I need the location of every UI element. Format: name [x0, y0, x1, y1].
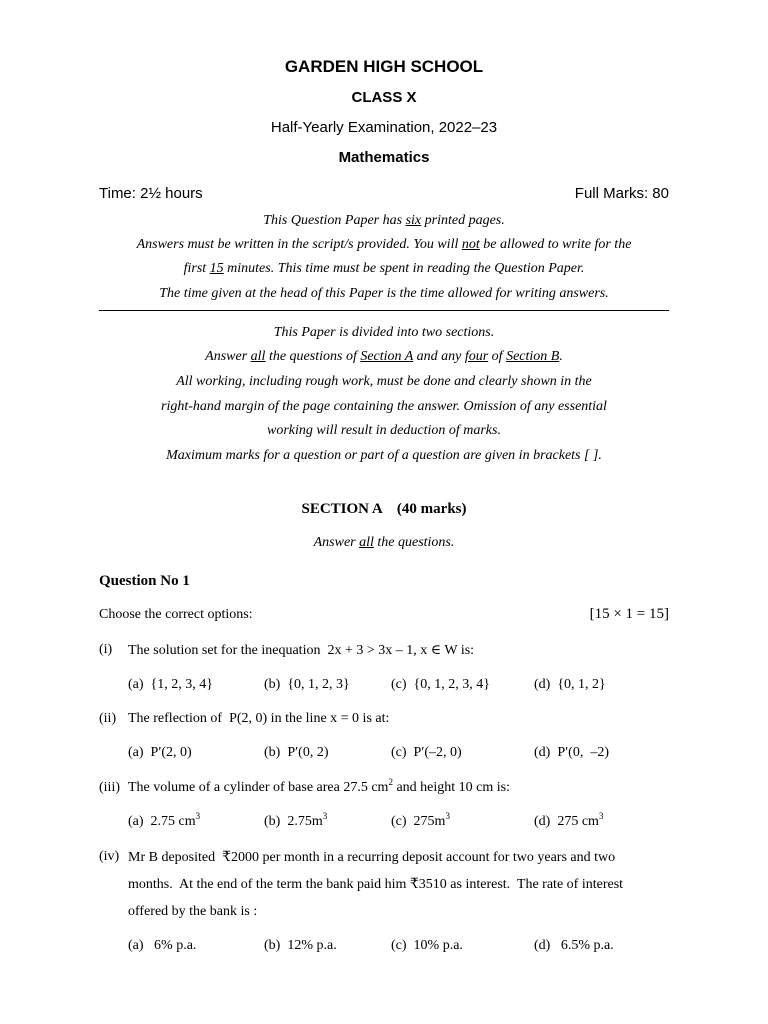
instruction-emphasis: Section A — [360, 349, 414, 364]
instruction-text: of — [488, 349, 507, 364]
instruction-text: be allowed to write for the — [479, 237, 632, 252]
option-b — [264, 811, 328, 830]
instruction-text: Answers must be written in the script/s provided. You will — [136, 237, 462, 252]
instruction-answer-all — [0, 349, 768, 365]
option-text: (a) 2.75 cm — [128, 814, 196, 829]
instruction-text: the questions. — [373, 535, 455, 550]
time-allowed: Time: 2½ hours — [99, 185, 203, 202]
option-a: (a) 6% p.a. — [128, 938, 197, 953]
instruction-text: the questions of — [265, 349, 361, 364]
option-d: (d) 6.5% p.a. — [534, 938, 614, 953]
option-a: (a) {1, 2, 3, 4} — [128, 677, 213, 692]
exam-title: Half-Yearly Examination, 2022–23 — [270, 119, 498, 136]
question-item-number: (i) — [99, 642, 113, 657]
question-item-text: offered by the bank is : — [128, 904, 258, 919]
class-title: CLASS X — [351, 89, 417, 106]
instruction-text: printed pages. — [421, 213, 505, 228]
instruction-script — [0, 237, 768, 253]
question-item-number: (ii) — [99, 711, 117, 726]
question-item-number: (iii) — [99, 780, 120, 795]
instruction-pages — [0, 213, 768, 229]
option-d: (d) P′(0, –2) — [534, 745, 609, 760]
superscript: 3 — [445, 811, 450, 821]
option-b: (b) {0, 1, 2, 3} — [264, 677, 350, 692]
divider-line — [99, 310, 669, 311]
question-item-text — [128, 777, 510, 796]
question-heading: Question No 1 — [99, 573, 190, 589]
superscript: 2 — [388, 777, 393, 787]
option-c: (c) P′(–2, 0) — [391, 745, 462, 760]
school-name: GARDEN HIGH SCHOOL — [284, 57, 484, 76]
option-d: (d) {0, 1, 2} — [534, 677, 606, 692]
instruction-emphasis: all — [359, 535, 374, 550]
instruction-text: Answer — [313, 535, 360, 550]
instruction-margin: right-hand margin of the page containing the answer. Omission of any essential — [161, 399, 607, 414]
instruction-deduction: working will result in deduction of marks. — [267, 423, 501, 438]
superscript: 3 — [322, 811, 328, 821]
instruction-emphasis: 15 — [209, 261, 224, 276]
option-text: (b) 2.75m — [264, 814, 323, 829]
question-item-number: (iv) — [99, 849, 120, 864]
superscript: 3 — [598, 811, 604, 821]
option-text: (c) 275m — [391, 814, 446, 829]
instruction-text: first — [183, 261, 210, 276]
section-a-title: SECTION A (40 marks) — [301, 501, 467, 517]
instruction-text: This Question Paper has — [263, 213, 406, 228]
instruction-sections: This Paper is divided into two sections. — [273, 325, 495, 340]
item-text-part: and height 10 cm is: — [392, 780, 510, 795]
section-a-subtitle — [0, 535, 768, 551]
instruction-emphasis: six — [405, 213, 422, 228]
instruction-working: All working, including rough work, must be done and clearly shown in the — [176, 374, 592, 389]
question-prompt: Choose the correct options: — [99, 607, 253, 622]
option-d — [534, 811, 604, 830]
instruction-time-given: The time given at the head of this Paper is the time allowed for writing answers. — [159, 286, 609, 301]
question-item-text: Mr B deposited ₹2000 per month in a recurring deposit account for two years and two — [128, 850, 616, 865]
option-text: (d) 275 cm — [534, 814, 599, 829]
subject-title: Mathematics — [338, 149, 430, 166]
option-b: (b) P′(0, 2) — [264, 745, 329, 760]
option-b: (b) 12% p.a. — [264, 938, 337, 953]
instruction-text: Answer — [205, 349, 251, 364]
instruction-reading-time — [0, 261, 768, 277]
question-item-text: The reflection of P(2, 0) in the line x = 0 is at: — [128, 711, 390, 726]
option-a — [128, 811, 201, 830]
instruction-text: minutes. This time must be spent in reading the Question Paper. — [223, 261, 585, 276]
instruction-emphasis: all — [250, 349, 266, 364]
question-marks: [15 × 1 = 15] — [589, 606, 669, 622]
instruction-max-marks: Maximum marks for a question or part of a question are given in brackets [ ]. — [166, 448, 602, 463]
question-item-text: months. At the end of the term the bank paid him ₹3510 as interest. The rate of interest — [128, 877, 624, 892]
option-a: (a) P′(2, 0) — [128, 745, 192, 760]
instruction-emphasis: not — [461, 237, 480, 252]
instruction-emphasis: Section B — [506, 349, 560, 364]
full-marks: Full Marks: 80 — [574, 185, 669, 202]
instruction-emphasis: four — [464, 349, 489, 364]
option-c — [391, 811, 450, 830]
superscript: 3 — [195, 811, 201, 821]
item-text-part: The volume of a cylinder of base area 27.5 cm — [128, 780, 389, 795]
question-item-text: The solution set for the inequation 2x + 3 > 3x – 1, x ∈ W is: — [128, 643, 475, 658]
instruction-text: and any — [413, 349, 465, 364]
instruction-text: . — [559, 349, 563, 364]
option-c: (c) 10% p.a. — [391, 938, 463, 953]
option-c: (c) {0, 1, 2, 3, 4} — [391, 677, 490, 692]
